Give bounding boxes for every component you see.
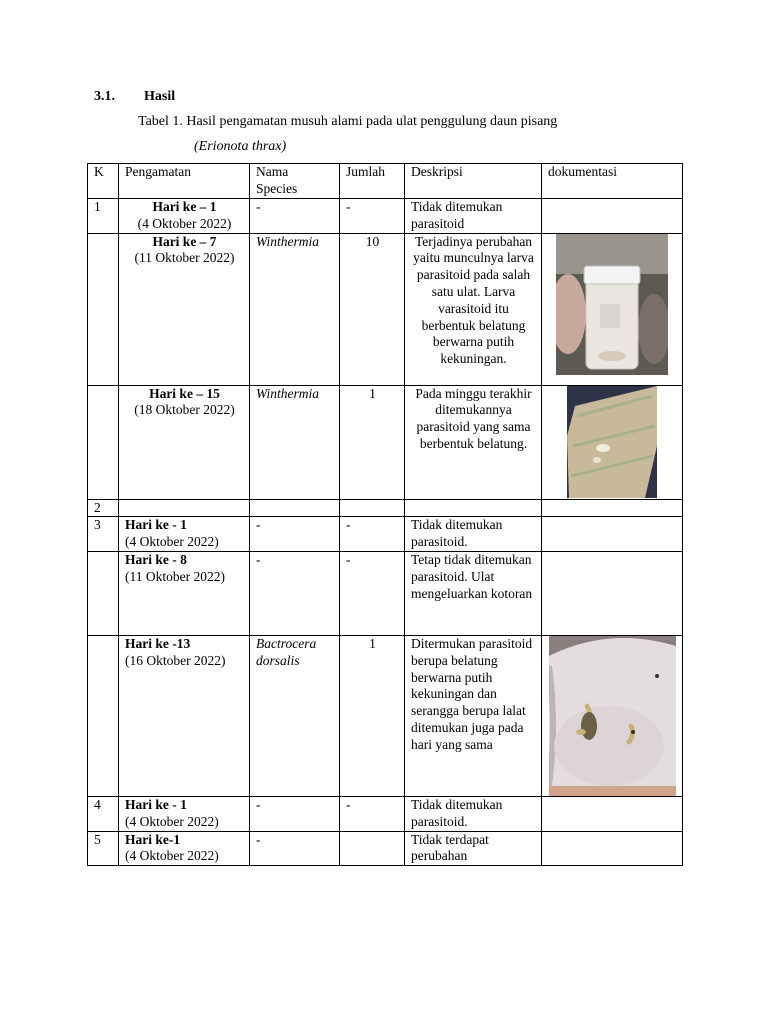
table-header-row <box>88 164 683 199</box>
table-row <box>88 499 683 517</box>
cell-deskripsi: Tidak ditemukan parasitoid. <box>405 796 542 831</box>
table-caption-species: (Erionota thrax) <box>194 139 287 154</box>
obs-day: Hari ke – 15 <box>149 385 220 401</box>
cell-pengamatan <box>119 233 250 385</box>
cell-jumlah: - <box>340 199 405 234</box>
cell-pengamatan <box>119 551 250 635</box>
table-row <box>88 517 683 552</box>
obs-date: (4 Oktober 2022) <box>125 813 219 829</box>
photo-specimen-jar <box>556 234 668 375</box>
cell-dokumentasi <box>542 796 683 831</box>
cell-jumlah <box>340 831 405 866</box>
cell-jumlah: - <box>340 551 405 635</box>
cell-k <box>88 385 119 499</box>
cell-dokumentasi <box>542 233 683 385</box>
cell-species: Bactrocera dorsalis <box>250 635 340 796</box>
obs-day: Hari ke - 1 <box>125 796 187 812</box>
cell-species: - <box>250 517 340 552</box>
cell-species: Winthermia <box>250 385 340 499</box>
cell-pengamatan <box>119 635 250 796</box>
cell-pengamatan <box>119 385 250 499</box>
obs-date: (4 Oktober 2022) <box>125 848 219 864</box>
fly <box>581 712 597 740</box>
cell-species: - <box>250 831 340 866</box>
results-table <box>87 163 683 866</box>
cell-deskripsi: Ditermukan parasitoid berupa belatung berwarna putih kekuningan dan serangga berupa lalat ditemukan juga pada hari yang sama <box>405 635 542 796</box>
obs-day: Hari ke – 1 <box>152 199 217 214</box>
cell-deskripsi: Tidak terdapat perubahan <box>405 831 542 866</box>
obs-date: (4 Oktober 2022) <box>137 215 232 231</box>
cell-dokumentasi <box>542 199 683 234</box>
cell-pengamatan <box>119 831 250 866</box>
cell-deskripsi: Tetap tidak ditemukan parasitoid. Ulat mengeluarkan kotoran <box>405 551 542 635</box>
jar-lid <box>584 266 640 284</box>
cell-dokumentasi <box>542 551 683 635</box>
section-number: 3.1. <box>94 89 115 104</box>
table-row <box>88 233 683 385</box>
table-row <box>88 199 683 234</box>
cell-deskripsi: Terjadinya perubahan yaitu munculnya larva parasitoid pada salah satu ulat. Larva varasitoid itu berbentuk belatung berwarna putih kekuningan. <box>405 233 542 385</box>
cell-k <box>88 635 119 796</box>
cell-pengamatan <box>119 517 250 552</box>
obs-day: Hari ke - 8 <box>125 551 187 567</box>
obs-day: Hari ke -13 <box>125 635 191 651</box>
header-jumlah: Jumlah <box>340 164 405 199</box>
section-heading <box>94 88 175 105</box>
table-row <box>88 635 683 796</box>
section-title: Hasil <box>144 89 176 104</box>
cell-species: - <box>250 199 340 234</box>
cell-dokumentasi <box>542 499 683 517</box>
cell-k: 4 <box>88 796 119 831</box>
cell-deskripsi: Tidak ditemukan parasitoid <box>405 199 542 234</box>
obs-date: (11 Oktober 2022) <box>134 250 235 266</box>
cell-jumlah: 10 <box>340 233 405 385</box>
cell-pengamatan <box>119 199 250 234</box>
cell-deskripsi: Pada minggu terakhir ditemukannya parasitoid yang sama berbentuk belatung. <box>405 385 542 499</box>
cell-k: 3 <box>88 517 119 552</box>
table-row <box>88 831 683 866</box>
cell-jumlah <box>340 499 405 517</box>
cell-species: - <box>250 551 340 635</box>
cell-pengamatan <box>119 499 250 517</box>
cell-k: 2 <box>88 499 119 517</box>
cell-jumlah: - <box>340 517 405 552</box>
cell-jumlah: 1 <box>340 385 405 499</box>
cell-pengamatan <box>119 796 250 831</box>
header-deskripsi: Deskripsi <box>405 164 542 199</box>
cell-deskripsi <box>405 499 542 517</box>
table-row <box>88 551 683 635</box>
cell-k: 1 <box>88 199 119 234</box>
cell-jumlah: - <box>340 796 405 831</box>
cell-jumlah: 1 <box>340 635 405 796</box>
photo-larva-on-leaf <box>567 386 657 498</box>
header-species: Nama Species <box>250 164 340 199</box>
photo-maggots-and-fly <box>549 636 676 796</box>
cell-dokumentasi <box>542 385 683 499</box>
table-caption: Tabel 1. Hasil pengamatan musuh alami pada ulat penggulung daun pisang <box>138 114 558 129</box>
cell-deskripsi: Tidak ditemukan parasitoid. <box>405 517 542 552</box>
obs-date: (11 Oktober 2022) <box>125 568 225 584</box>
cell-k <box>88 551 119 635</box>
cell-species <box>250 499 340 517</box>
cell-species: Winthermia <box>250 233 340 385</box>
cell-k: 5 <box>88 831 119 866</box>
cell-species: - <box>250 796 340 831</box>
table-row <box>88 796 683 831</box>
cell-dokumentasi <box>542 635 683 796</box>
obs-day: Hari ke - 1 <box>125 517 187 533</box>
obs-date: (18 Oktober 2022) <box>134 402 235 418</box>
table-row <box>88 385 683 499</box>
obs-day: Hari ke – 7 <box>152 233 217 249</box>
cell-dokumentasi <box>542 831 683 866</box>
header-pengamatan: Pengamatan <box>119 164 250 199</box>
obs-date: (4 Oktober 2022) <box>125 534 219 550</box>
cell-dokumentasi <box>542 517 683 552</box>
header-dokumentasi: dokumentasi <box>542 164 683 199</box>
header-k: K <box>88 164 119 199</box>
larva <box>596 444 610 452</box>
obs-date: (16 Oktober 2022) <box>125 652 226 668</box>
cell-k <box>88 233 119 385</box>
obs-day: Hari ke-1 <box>125 831 181 847</box>
